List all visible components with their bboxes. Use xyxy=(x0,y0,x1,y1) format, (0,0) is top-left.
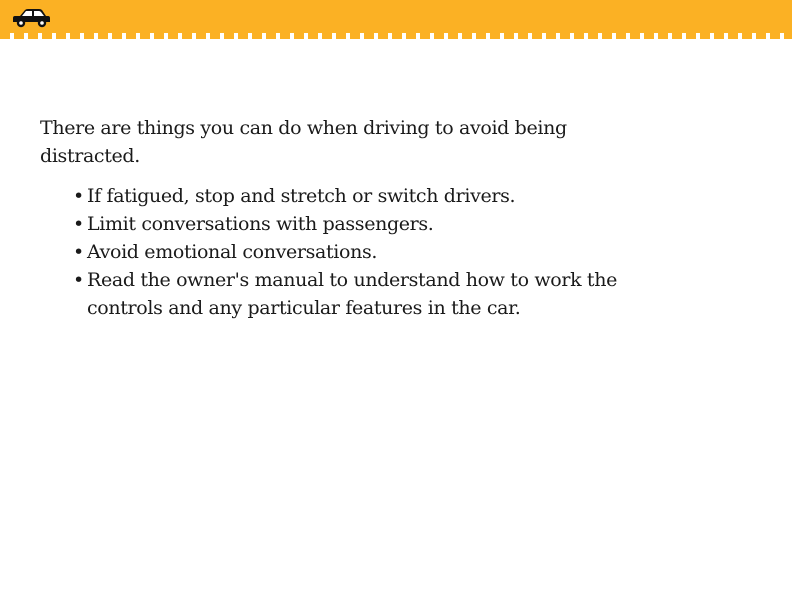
bullet-icon: • xyxy=(73,185,84,207)
bullet-list xyxy=(40,182,620,322)
header-bar xyxy=(0,0,792,36)
bullet-icon: • xyxy=(73,269,84,291)
list-item-text: If fatigued, stop and stretch or switch drivers. xyxy=(87,185,516,207)
list-item-text: Avoid emotional conversations. xyxy=(87,241,378,263)
intro-text: There are things you can do when driving to avoid being distracted. xyxy=(40,117,567,167)
header-dashed-edge xyxy=(0,33,792,39)
list-item-text: Limit conversations with passengers. xyxy=(87,213,434,235)
list-item xyxy=(40,238,620,266)
bullet-icon: • xyxy=(73,241,84,263)
list-item xyxy=(40,266,620,322)
car-icon xyxy=(10,7,52,29)
list-item xyxy=(40,182,620,210)
bullet-icon: • xyxy=(73,213,84,235)
slide-content xyxy=(40,114,620,322)
list-item xyxy=(40,210,620,238)
list-item-text: Read the owner's manual to understand how to work the controls and any particular features in the car. xyxy=(87,269,618,319)
